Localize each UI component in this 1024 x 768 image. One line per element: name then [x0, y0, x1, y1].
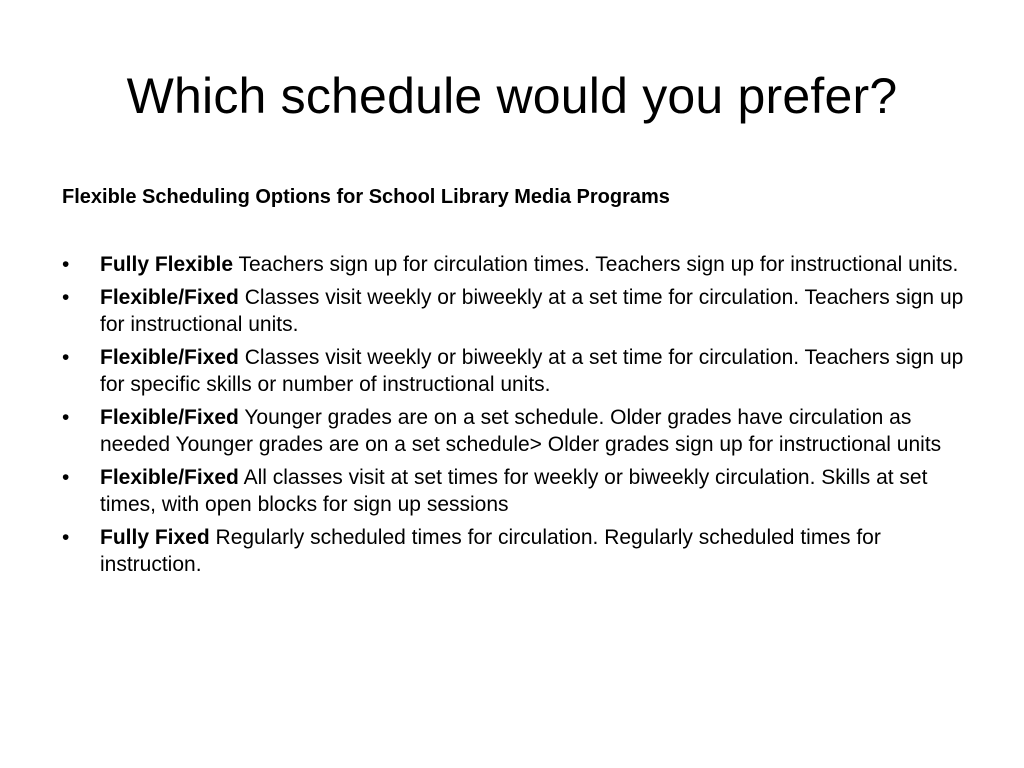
bullet-list — [62, 251, 972, 584]
bullet-item — [62, 344, 972, 398]
slide-subtitle: Flexible Scheduling Options for School Library Media Programs — [62, 186, 670, 208]
bullet-item — [62, 464, 972, 518]
bullet-text: Classes visit weekly or biweekly at a set time for circulation. Teachers sign up for specific skills or number of instructional units. — [100, 346, 964, 396]
bullet-text: Classes visit weekly or biweekly at a set time for circulation. Teachers sign up for instructional units. — [100, 286, 964, 336]
bullet-term: Flexible/Fixed — [100, 466, 239, 489]
bullet-term: Fully Fixed — [100, 526, 210, 549]
bullet-text: All classes visit at set times for weekly or biweekly circulation. Skills at set times, with open blocks for sign up sessions — [100, 466, 928, 516]
bullet-icon: • — [62, 526, 70, 549]
bullet-icon: • — [62, 466, 70, 489]
bullet-item — [62, 524, 972, 578]
bullet-icon: • — [62, 253, 70, 276]
bullet-term: Flexible/Fixed — [100, 406, 239, 429]
bullet-item — [62, 404, 972, 458]
bullet-item — [62, 251, 972, 278]
bullet-icon: • — [62, 346, 70, 369]
bullet-term: Flexible/Fixed — [100, 286, 239, 309]
bullet-icon: • — [62, 286, 70, 309]
bullet-item — [62, 284, 972, 338]
bullet-term: Fully Flexible — [100, 253, 234, 276]
bullet-term: Flexible/Fixed — [100, 346, 239, 369]
bullet-text: Regularly scheduled times for circulation. Regularly scheduled times for instruction. — [100, 526, 881, 576]
slide-title: Which schedule would you prefer? — [126, 68, 898, 124]
bullet-text: Younger grades are on a set schedule. Older grades have circulation as needed Younger grades are on a set schedule> Older grades sign up for instructional units — [100, 406, 942, 456]
bullet-icon: • — [62, 406, 70, 429]
bullet-text: Teachers sign up for circulation times. Teachers sign up for instructional units. — [233, 253, 959, 276]
